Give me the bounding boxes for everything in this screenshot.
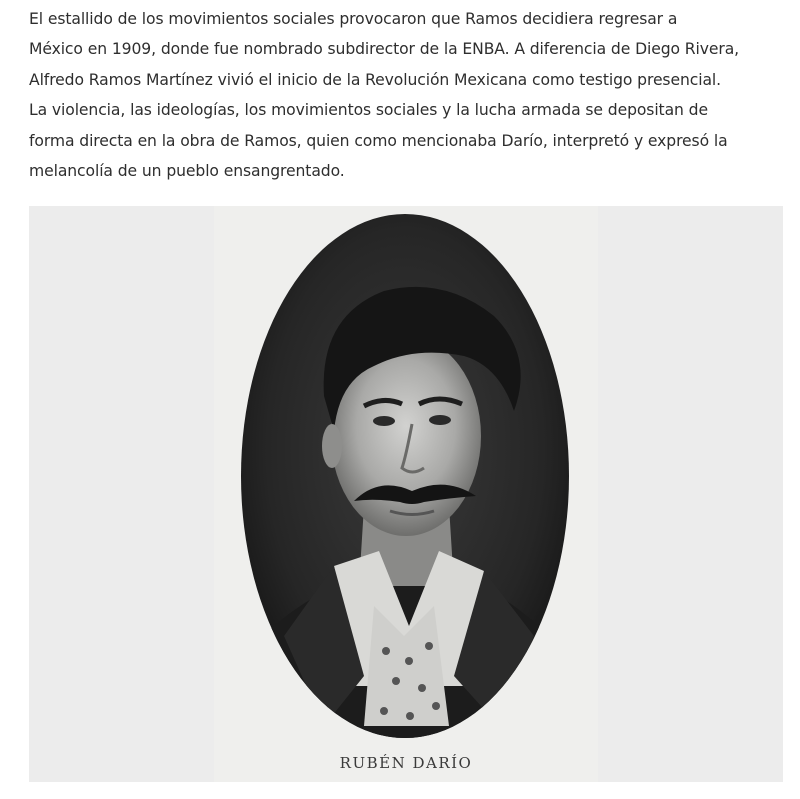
paragraph-line: Alfredo Ramos Martínez vivió el inicio de la Revolución Mexicana como testigo presencial. [29,70,721,89]
paragraph-line: La violencia, las ideologías, los movimientos sociales y la lucha armada se depositan de [29,101,708,120]
article-paragraph [29,4,789,186]
paragraph-line: El estallido de los movimientos sociales provocaron que Ramos decidiera regresar a [29,10,678,28]
portrait-photo [214,206,598,782]
paragraph-line: México en 1909, donde fue nombrado subdirector de la ENBA. A diferencia de Diego Rivera, [29,40,740,59]
paragraph-line: forma directa en la obra de Ramos, quien como mencionaba Darío, interpretó y expresó la [29,131,728,150]
paragraph-line: melancolía de un pueblo ensangrentado. [29,162,345,181]
article-figure [29,206,783,782]
portrait-image [214,206,598,782]
portrait-caption: RUBÉN DARÍO [339,754,473,772]
